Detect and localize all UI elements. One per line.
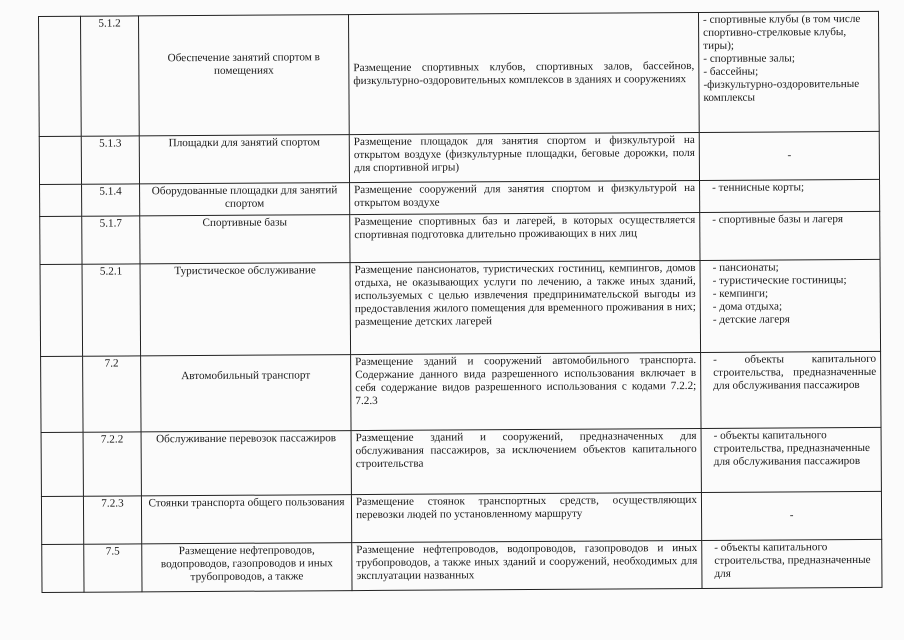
table-row xyxy=(40,179,880,216)
name-cell: Обслуживание перевозок пассажиров xyxy=(141,431,351,496)
object-line: - объекты капитального строительства, предназначенные для xyxy=(714,541,871,580)
empty-cell xyxy=(39,16,82,136)
name-cell: Оборудованные площадки для занятий спортом xyxy=(140,183,350,216)
table-row xyxy=(41,491,881,544)
table-row xyxy=(40,211,880,264)
objects-cell xyxy=(698,11,879,132)
description-cell: Размещение зданий и сооружений автомобильного транспорта. Содержание данного вида разрешенного использования включает в себя содержание видов разрешенного использования с кодами 7.2.2; 7.2.3 xyxy=(351,352,701,430)
empty-cell xyxy=(41,496,83,544)
object-line: - детские лагеря xyxy=(712,313,790,326)
empty-cell xyxy=(40,264,83,356)
table-row xyxy=(41,351,881,432)
code-cell: 5.1.3 xyxy=(81,136,139,184)
code-cell: 5.1.7 xyxy=(82,216,140,264)
object-line: - бассейны; xyxy=(703,65,759,78)
empty-cell xyxy=(41,356,83,432)
object-line: - xyxy=(789,509,794,522)
code-cell: 5.1.2 xyxy=(81,16,140,136)
description-cell: Размещение зданий и сооружений, предназначенных для обслуживания пассажиров, за исключением объектов капитального строительства xyxy=(351,428,701,494)
object-line: - кемпинги; xyxy=(712,287,769,300)
objects-cell xyxy=(700,211,880,260)
object-line: - объекты капитального строительства, предназначенные для обслуживания пассажиров xyxy=(713,429,870,468)
objects-cell xyxy=(700,259,881,352)
description-cell: Размещение нефтепроводов, водопроводов, газопроводов и иных трубопроводов, а также иных зданий и сооружений, необходимых для эксплуатации названных xyxy=(352,540,702,590)
code-cell: 7.2 xyxy=(83,356,141,432)
object-line: - спортивные базы и лагеря xyxy=(712,213,844,226)
description-cell: Размещение спортивных клубов, спортивных залов, бассейнов, физкультурно-оздоровительных комплексов в зданиях и сооружениях xyxy=(348,12,699,134)
object-line: - спортивные залы; xyxy=(703,52,795,65)
objects-cell xyxy=(702,539,882,588)
description-cell: Размещение площадок для занятия спортом и физкультурой на открытом воздухе (физкультурные площадки, беговые дорожки, поля для спортивной игры) xyxy=(349,132,699,182)
table-row xyxy=(42,539,882,592)
table-row xyxy=(39,131,879,184)
name-cell: Размещение нефтепроводов, водопроводов, газопроводов и иных трубопроводов, а также xyxy=(142,543,352,592)
description-cell: Размещение спортивных баз и лагерей, в которых осуществляется спортивная подготовка длительно проживающих в них лиц xyxy=(350,212,700,262)
name-cell: Туристическое обслуживание xyxy=(140,263,351,356)
objects-cell xyxy=(701,427,881,492)
table-row xyxy=(39,11,880,136)
name-cell: Площадки для занятий спортом xyxy=(139,135,349,184)
object-line: -физкультурно-оздоровительные комплексы xyxy=(703,77,860,104)
empty-cell xyxy=(40,216,82,264)
name-cell: Обеспечение занятий спортом в помещениях xyxy=(139,15,350,136)
name-cell: Спортивные базы xyxy=(140,215,350,264)
table-row xyxy=(40,259,881,356)
code-cell: 7.2.2 xyxy=(83,432,141,496)
objects-cell xyxy=(699,131,879,180)
code-cell: 7.5 xyxy=(84,544,142,592)
name-cell: Автомобильный транспорт xyxy=(141,355,351,432)
code-cell: 7.2.3 xyxy=(83,496,141,544)
objects-cell xyxy=(700,179,880,212)
empty-cell xyxy=(39,136,81,184)
name-cell: Стоянки транспорта общего пользования xyxy=(141,495,351,544)
object-line: - туристические гостиницы; xyxy=(712,274,847,287)
objects-cell xyxy=(701,491,881,540)
land-use-table xyxy=(38,11,883,593)
code-cell: 5.2.1 xyxy=(82,264,141,356)
object-line: - объекты капитального строительства, предназначенные для обслуживания пассажиров xyxy=(713,352,877,392)
object-line: - дома отдыха; xyxy=(712,300,783,313)
object-line: - xyxy=(787,149,792,162)
empty-cell xyxy=(42,544,84,592)
object-line: - пансионаты; xyxy=(712,261,779,274)
table-row xyxy=(41,427,881,496)
description-cell: Размещение пансионатов, туристических гостиниц, кемпингов, домов отдыха, не оказывающих услуги по лечению, а также иных зданий, используемых с целью извлечения предпринимательской выгоды из предоставления жилого помещения для временного проживания в них; размещение детских лагерей xyxy=(350,260,701,354)
object-line: - спортивные клубы (в том числе спортивно-стрелковые клубы, тиры); xyxy=(702,12,861,52)
description-cell: Размещение сооружений для занятия спортом и физкультурой на открытом воздухе xyxy=(350,180,700,214)
object-line: - теннисные корты; xyxy=(712,181,805,194)
objects-cell xyxy=(701,351,881,428)
empty-cell xyxy=(41,432,83,496)
empty-cell xyxy=(40,184,82,216)
description-cell: Размещение стоянок транспортных средств, осуществляющих перевозки людей по установленному маршруту xyxy=(351,492,701,542)
code-cell: 5.1.4 xyxy=(82,184,140,216)
